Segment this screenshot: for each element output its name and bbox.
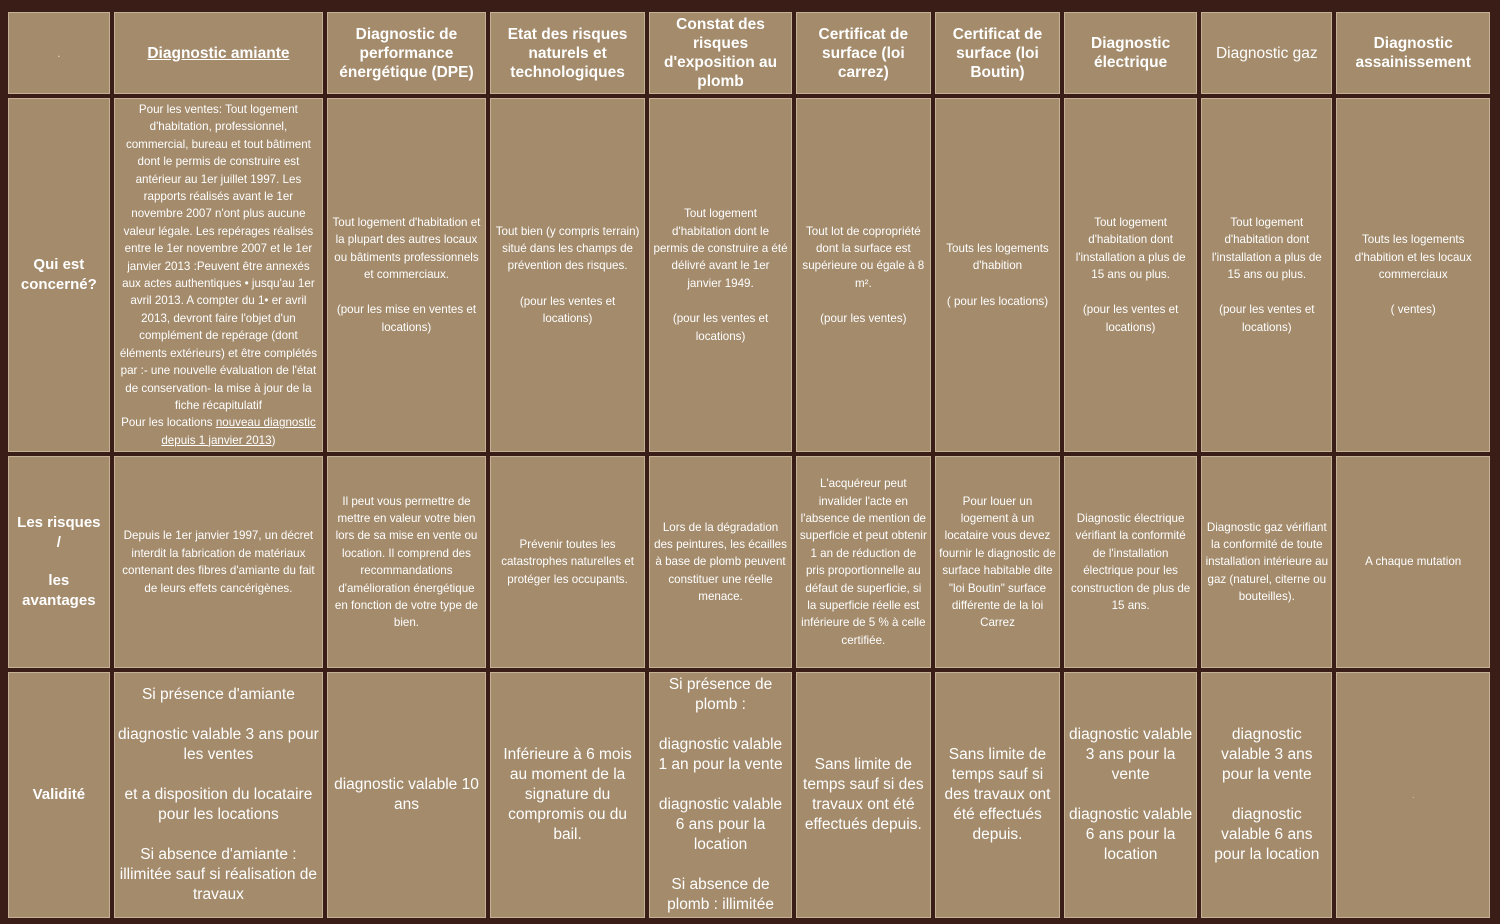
validite-gaz-1: diagnostic valable 3 ans pour la vente xyxy=(1221,726,1313,784)
cell-concerne-carrez xyxy=(796,98,931,452)
cell-concerne-dpe xyxy=(327,98,486,452)
header-boutin: Certificat de surface (loi Boutin) xyxy=(935,12,1060,94)
cell-validite-boutin: Sans limite de temps sauf si des travaux ont été effectués depuis. xyxy=(935,672,1060,918)
concerne-amiante-locations: Pour les locations nouveau diagnostic depuis 1 janvier 2013) xyxy=(121,416,316,447)
validite-plomb-4: Si absence de plomb : illimitée xyxy=(667,876,774,914)
row-label-risques xyxy=(8,456,110,668)
concerne-dpe-scope: (pour les mise en ventes et locations) xyxy=(336,303,477,334)
concerne-electrique-text: Tout logement d'habitation dont l'installation a plus de 15 ans ou plus. xyxy=(1075,215,1186,282)
cell-risques-electrique: Diagnostic électrique vérifiant la conformité de l'installation électrique pour les construction de plus de 15 ans. xyxy=(1064,456,1197,668)
header-dpe: Diagnostic de performance énergétique (DPE) xyxy=(327,12,486,94)
cell-validite-carrez: Sans limite de temps sauf si des travaux ont été effectués depuis. xyxy=(796,672,931,918)
concerne-ernt-text: Tout bien (y compris terrain) situé dans les champs de prévention des risques. xyxy=(495,224,640,273)
cell-risques-assainissement: A chaque mutation xyxy=(1336,456,1490,668)
validite-amiante-3: et a disposition du locataire pour les locations xyxy=(124,786,313,824)
header-assainissement: Diagnostic assainissement xyxy=(1336,12,1490,94)
cell-validite-assainissement xyxy=(1336,672,1490,918)
concerne-ernt-scope: (pour les ventes et locations) xyxy=(519,294,616,326)
row-label-concerne: Qui est concerné? xyxy=(8,98,110,452)
concerne-dpe-text: Tout logement d'habitation et la plupart des autres locaux ou bâtiments professionnels et commerciaux. xyxy=(332,215,481,282)
cell-concerne-boutin xyxy=(935,98,1060,452)
concerne-gaz-scope: (pour les ventes et locations) xyxy=(1219,303,1315,334)
header-gaz: Diagnostic gaz xyxy=(1201,12,1332,94)
concerne-amiante-text: Pour les ventes: Tout logement d'habitation, professionnel, commercial, bureau et tout bâtiment dont le permis de construire est antérieur au 1er juillet 1997. Les rapports réalisés avant le 1er novembre 2007 n'ont plus aucune valeur légale. Les repérages réalisés entre le 1er novembre 2007 et le 1er janvier 2013 :Peuvent être annexés aux actes authentiques • jusqu'au 1er avril 2013. A compter du 1• er avril 2013, devront faire l'objet d'un complément de repérage (dont éléments extérieurs) et être complétés par :- une nouvelle évaluation de l'état de conservation- la mise à jour de la fiche récapitulatif xyxy=(119,103,318,412)
cell-validite-electrique xyxy=(1064,672,1197,918)
cell-concerne-electrique xyxy=(1064,98,1197,452)
cell-risques-amiante: Depuis le 1er janvier 1997, un décret interdit la fabrication de matériaux contenant des fibres d'amiante du fait de leurs effets cancérigènes. xyxy=(114,456,323,668)
header-row xyxy=(8,12,1490,94)
cell-concerne-ernt xyxy=(490,98,646,452)
concerne-assainissement-scope: ( ventes) xyxy=(1390,303,1436,317)
validite-electrique-1: diagnostic valable 3 ans pour la vente xyxy=(1069,726,1193,784)
row-risques xyxy=(8,456,1490,668)
cell-validite-gaz xyxy=(1201,672,1332,918)
header-amiante-link[interactable]: Diagnostic amiante xyxy=(147,44,290,62)
concerne-carrez-text: Tout lot de copropriété dont la surface est supérieure ou égale à 8 m². xyxy=(802,224,925,290)
concerne-amiante-link[interactable]: nouveau diagnostic depuis 1 janvier 2013 xyxy=(161,416,316,447)
cell-validite-amiante xyxy=(114,672,323,918)
validite-amiante-4: Si absence d'amiante : illimitée sauf si réalisation de travaux xyxy=(119,846,318,904)
row-validite xyxy=(8,672,1490,918)
validite-plomb-1: Si présence de plomb : xyxy=(668,676,773,714)
row-concerne xyxy=(8,98,1490,452)
concerne-plomb-text: Tout logement d'habitation dont le permis de construire a été délivré avant le 1er janvier 1949. xyxy=(653,207,788,290)
cell-risques-plomb: Lors de la dégradation des peintures, les écailles à base de plomb peuvent constituer une réelle menace. xyxy=(649,456,791,668)
concerne-plomb-scope: (pour les ventes et locations) xyxy=(672,312,769,343)
concerne-gaz-text: Tout logement d'habitation dont l'installation a plus de 15 ans ou plus. xyxy=(1211,215,1322,282)
corner-cell: . xyxy=(8,12,110,94)
row-label-risques-3: les avantages xyxy=(22,572,96,610)
validite-plomb-2: diagnostic valable 1 an pour la vente xyxy=(658,736,783,774)
cell-validite-dpe: diagnostic valable 10 ans xyxy=(327,672,486,918)
row-label-validite: Validité xyxy=(8,672,110,918)
cell-concerne-plomb xyxy=(649,98,791,452)
header-electrique: Diagnostic électrique xyxy=(1064,12,1197,94)
cell-concerne-amiante xyxy=(114,98,323,452)
diagnostics-table xyxy=(4,8,1494,922)
cell-validite-plomb xyxy=(649,672,791,918)
cell-risques-dpe: Il peut vous permettre de mettre en valeur votre bien lors de sa mise en vente ou location. Il comprend des recommandations d'amélioration énergétique en fonction de votre type de bien. xyxy=(327,456,486,668)
cell-risques-ernt: Prévenir toutes les catastrophes naturelles et protéger les occupants. xyxy=(490,456,646,668)
concerne-assainissement-text: Touts les logements d'habition et les locaux commerciaux xyxy=(1354,233,1472,282)
validite-amiante-1: Si présence d'amiante xyxy=(141,686,295,704)
concerne-boutin-text: Touts les logements d'habition xyxy=(946,241,1049,273)
cell-risques-boutin: Pour louer un logement à un locataire vous devez fournir le diagnostic de surface habitable dite "loi Boutin" surface différente de la loi Carrez xyxy=(935,456,1060,668)
header-ernt: Etat des risques naturels et technologiques xyxy=(490,12,646,94)
concerne-electrique-scope: (pour les ventes et locations) xyxy=(1082,303,1179,334)
cell-concerne-gaz xyxy=(1201,98,1332,452)
cell-concerne-assainissement xyxy=(1336,98,1490,452)
validite-amiante-2: diagnostic valable 3 ans pour les ventes xyxy=(118,726,319,764)
cell-risques-carrez: L'acquéreur peut invalider l'acte en l'absence de mention de superficie et peut obtenir 1 an de réduction de pris proportionnelle au défaut de superficie, si la superficie réelle est inférieure de 5 % à celle certifiée. xyxy=(796,456,931,668)
cell-risques-gaz: Diagnostic gaz vérifiant la conformité de toute installation intérieure au gaz (naturel, citerne ou bouteilles). xyxy=(1201,456,1332,668)
row-label-risques-2: / xyxy=(56,534,61,552)
header-amiante[interactable] xyxy=(114,12,323,94)
validite-electrique-2: diagnostic valable 6 ans pour la location xyxy=(1069,806,1193,864)
header-plomb: Constat des risques d'exposition au plomb xyxy=(649,12,791,94)
row-label-risques-1: Les risques xyxy=(17,514,101,532)
cell-validite-ernt: Inférieure à 6 mois au moment de la signature du compromis ou du bail. xyxy=(490,672,646,918)
concerne-boutin-scope: ( pour les locations) xyxy=(946,294,1049,308)
concerne-carrez-scope: (pour les ventes) xyxy=(820,312,907,326)
header-carrez: Certificat de surface (loi carrez) xyxy=(796,12,931,94)
validite-gaz-2: diagnostic valable 6 ans pour la location xyxy=(1214,806,1320,864)
validite-assainissement-mark: . xyxy=(1412,791,1415,801)
validite-plomb-3: diagnostic valable 6 ans pour la location xyxy=(658,796,783,854)
